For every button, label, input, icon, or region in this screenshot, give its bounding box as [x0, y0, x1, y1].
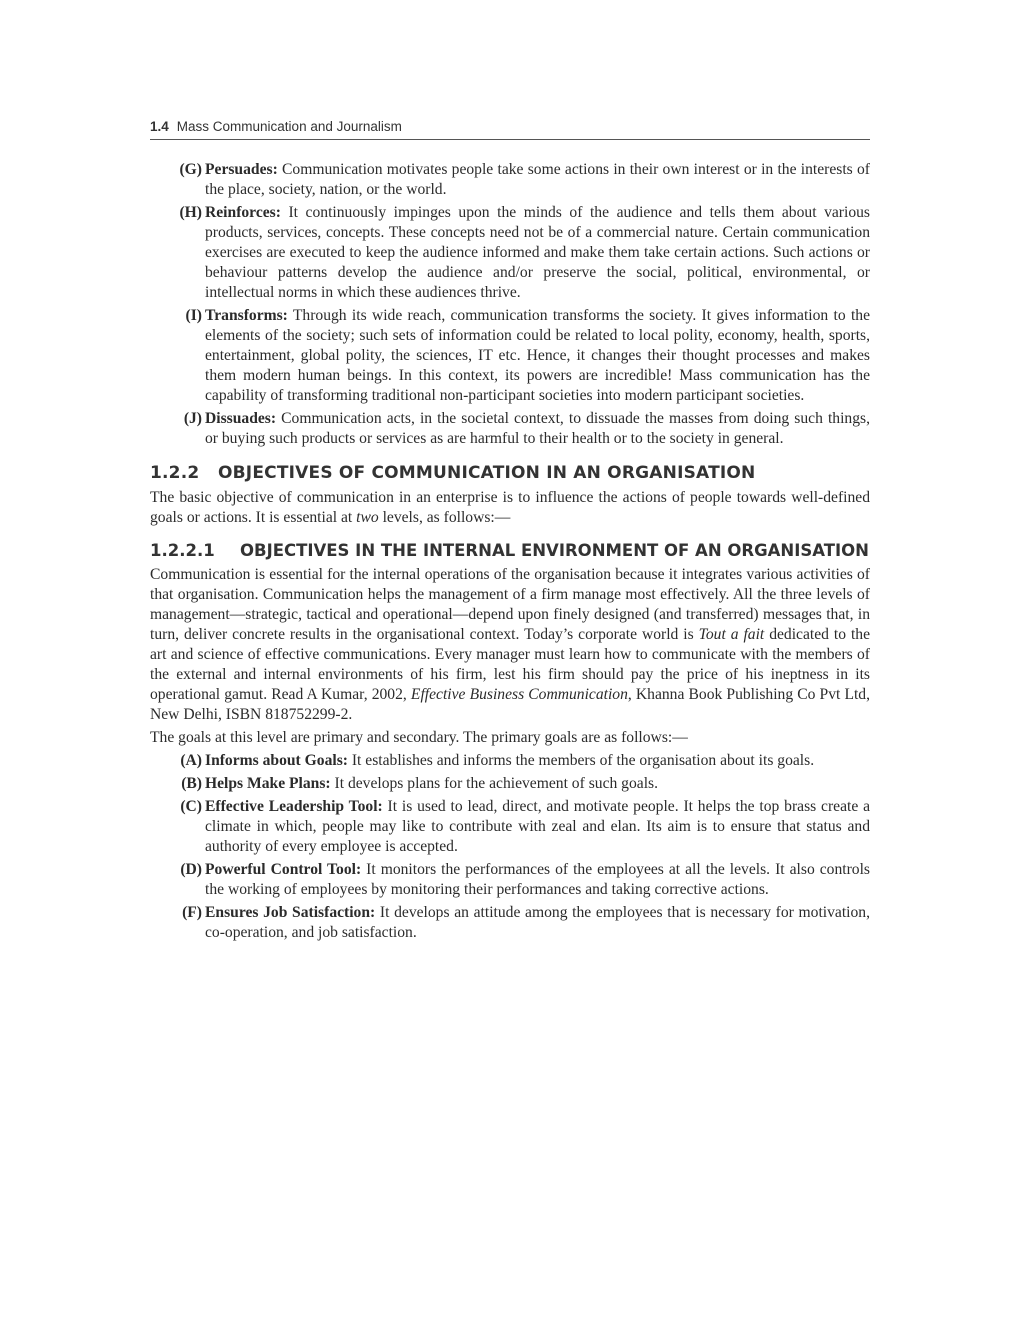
- list-term: Powerful Control Tool:: [205, 861, 362, 878]
- list-term: Dissuades:: [205, 410, 277, 427]
- list-item: [150, 797, 870, 857]
- list-marker: (G): [179, 161, 202, 178]
- section-paragraph: [150, 488, 870, 528]
- list-marker: (C): [180, 798, 202, 815]
- list-term: Transforms:: [205, 307, 288, 324]
- list-marker: (H): [179, 204, 202, 221]
- emphasis-text: Tout a fait: [698, 626, 765, 643]
- goals-intro: The goals at this level are primary and secondary. The primary goals are as follows:—: [150, 729, 688, 746]
- paragraph-text: , Khanna Book Publishing Co Pvt Ltd, New Delhi, ISBN 818752299-2.: [150, 686, 870, 723]
- paragraph-text: dedicated to the art and science of effective communications. Every manager must learn how to communicate with the members of the external and internal environments of his firm, lest his firm should pay the price of his ineptness in its operational gamut. Read A Kumar, 2002,: [150, 626, 870, 703]
- book-title: Mass Communication and Journalism: [176, 119, 402, 134]
- page-number: 1.4: [150, 119, 169, 134]
- list-marker: (I): [185, 307, 202, 324]
- list-term: Effective Leadership Tool:: [205, 798, 383, 815]
- document-page: [150, 118, 870, 946]
- list-item: [150, 409, 870, 449]
- list-text: It continuously impinges upon the minds of the audience and tells them about various products, services, concepts. These concepts need not be of a commercial nature. Certain communication exercises are executed to keep the audience informed and make them take certain actions. Such actions or behaviour patterns develop the audience and/or preserve the social, political, environmental, or intellectual norms in which these audiences thrive.: [205, 204, 870, 301]
- list-marker: (A): [180, 752, 202, 769]
- subsection-paragraph: [150, 565, 870, 725]
- goals-list: [150, 751, 870, 943]
- list-term: Persuades:: [205, 161, 278, 178]
- list-item: [150, 860, 870, 900]
- paragraph-text: Communication is essential for the internal operations of the organisation because it integrates various activities of that organisation. Communication helps the management of a firm manage most effectively. All the three levels of management—strategic, tactical and operational—depend upon finely designed (and transferred) messages that, in turn, deliver concrete results in the organisational context. Today’s corporate world is: [150, 566, 870, 643]
- list-item: [150, 203, 870, 303]
- paragraph-text: The basic objective of communication in an enterprise is to influence the actions of people towards well-defined goals or actions. It is essential at: [150, 489, 870, 526]
- list-text: It develops an attitude among the employees that is necessary for motivation, co-operation, and job satisfaction.: [205, 904, 870, 941]
- list-term: Helps Make Plans:: [205, 775, 331, 792]
- list-text: Communication motivates people take some actions in their own interest or in the interests of the place, society, nation, or the world.: [205, 161, 870, 198]
- list-text: Through its wide reach, communication transforms the society. It gives information to the elements of the society; such sets of information could be related to local polity, economy, health, sports, entertainment, global polity, the sciences, IT etc. Hence, it changes their thought processes and makes them modern human beings. In this context, its powers are incredible! Mass communication has the capability of transforming traditional non-participant societies into modern participant societies.: [205, 307, 870, 404]
- list-text: It is used to lead, direct, and motivate people. It helps the top brass create a climate in which, people may like to contribute with zeal and elan. Its aim is to ensure that status and authority of every employee is accepted.: [205, 798, 870, 855]
- list-marker: (J): [183, 410, 202, 427]
- list-item: [150, 160, 870, 200]
- list-text: It establishes and informs the members of the organisation about its goals.: [347, 752, 815, 769]
- section-heading: [150, 463, 870, 483]
- list-item: [150, 774, 870, 794]
- emphasis-text: two: [356, 509, 379, 526]
- section-number: 1.2.2: [150, 463, 200, 483]
- list-item: [150, 751, 870, 771]
- running-head: [150, 118, 870, 140]
- section-title: OBJECTIVES OF COMMUNICATION IN AN ORGANISATION: [218, 463, 756, 483]
- subsection-number: 1.2.2.1: [150, 541, 215, 560]
- subsection-title: OBJECTIVES IN THE INTERNAL ENVIRONMENT OF AN ORGANISATION: [240, 541, 869, 560]
- list-term: Ensures Job Satisfaction:: [205, 904, 376, 921]
- subsection-heading: [150, 540, 870, 561]
- list-item: [150, 903, 870, 943]
- book-citation-title: Effective Business Communication: [410, 686, 628, 703]
- list-text: It develops plans for the achievement of such goals.: [330, 775, 658, 792]
- list-text: It monitors the performances of the employees at all the levels. It also controls the working of employees by monitoring their performances and taking corrective actions.: [205, 861, 870, 898]
- list-term: Informs about Goals:: [205, 752, 348, 769]
- list-marker: (B): [181, 775, 202, 792]
- list-item: [150, 306, 870, 406]
- list-term: Reinforces:: [205, 204, 281, 221]
- paragraph-text: levels, as follows:—: [378, 509, 511, 526]
- list-marker: (D): [180, 861, 202, 878]
- function-list: [150, 160, 870, 449]
- list-text: Communication acts, in the societal context, to dissuade the masses from doing such things, or buying such products or services as are harmful to their health or to the society in general.: [205, 410, 870, 447]
- list-marker: (F): [182, 904, 202, 921]
